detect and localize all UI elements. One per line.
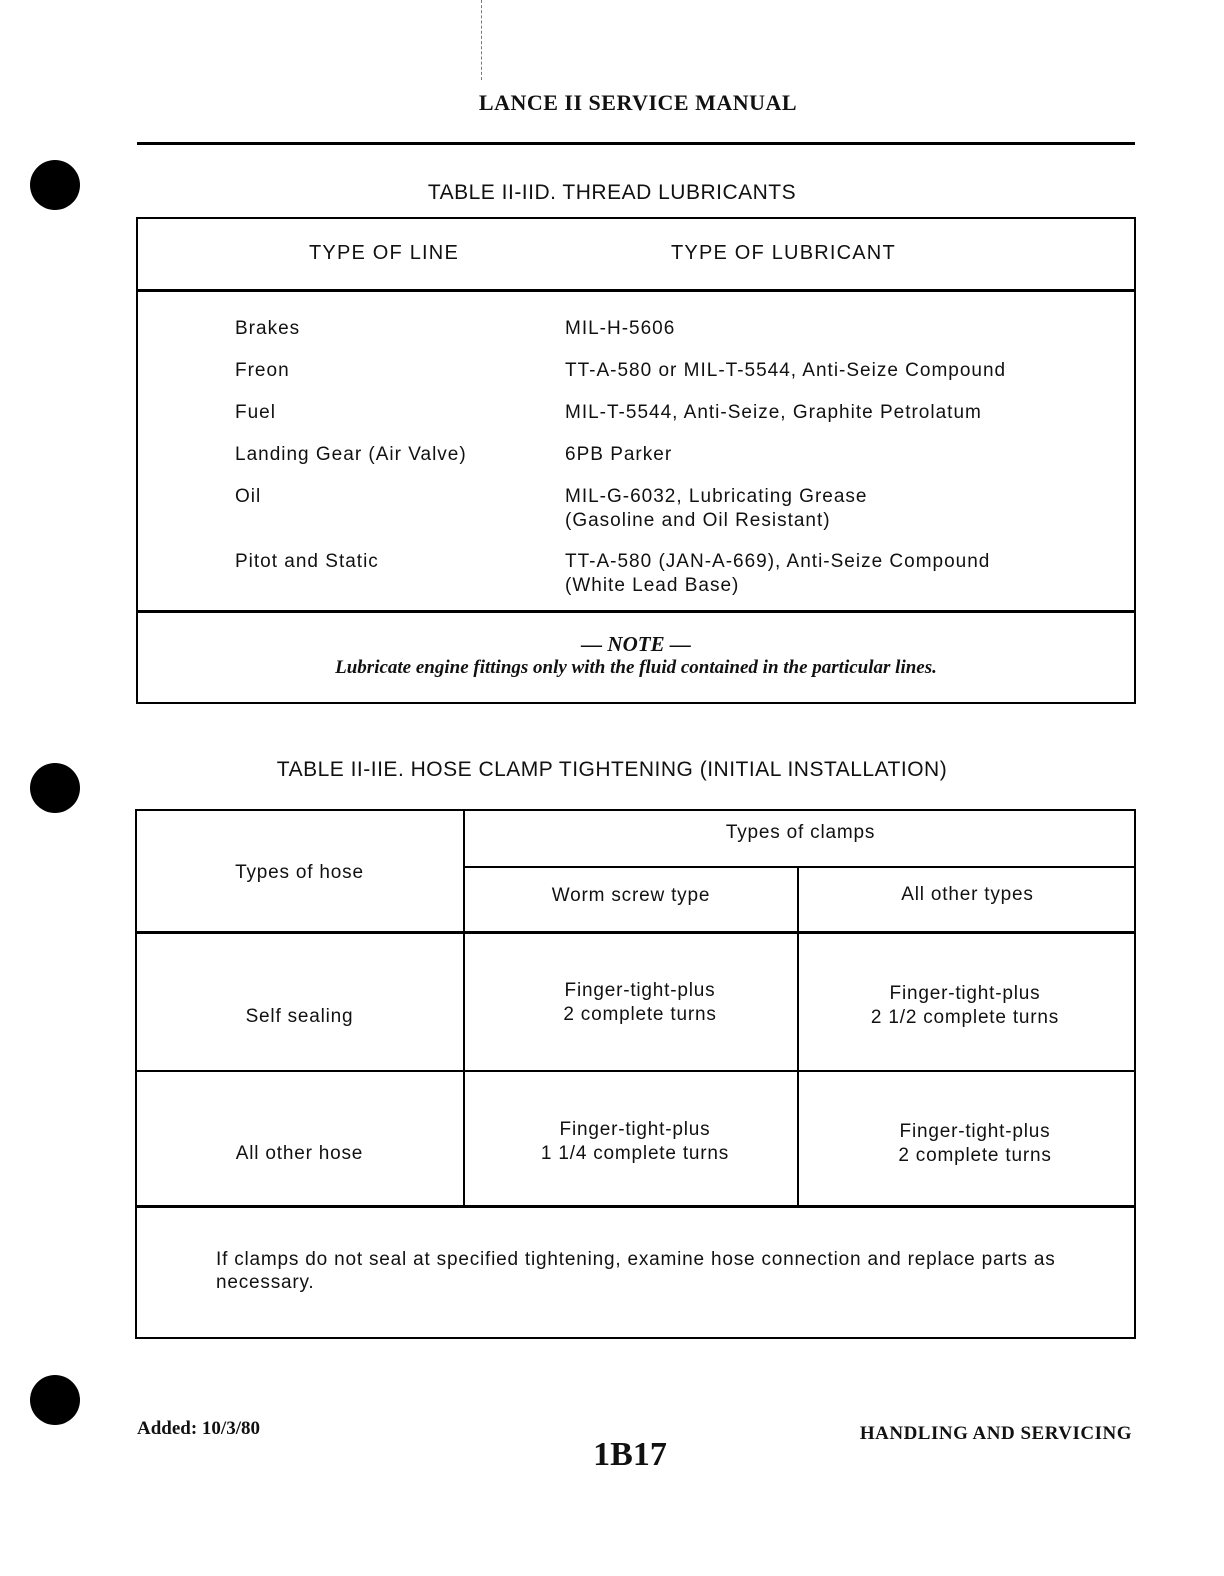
lubricant-note: (Gasoline and Oil Resistant) [565,510,831,531]
manual-title: LANCE II SERVICE MANUAL [478,90,798,115]
worm-screw-value-line1: Finger-tight-plus [559,1119,711,1140]
table-d-title: TABLE II-IID. THREAD LUBRICANTS [427,181,797,204]
table-e-row-divider [135,1070,1136,1072]
other-types-value [810,1120,1140,1168]
note-text: Lubricate engine fittings only with the fluid contained in the particular lines. [335,657,937,678]
line-type: Fuel [235,402,276,423]
hose-type: Self sealing [245,1006,354,1027]
other-types-value [800,982,1130,1030]
lubricant: MIL-G-6032, Lubricating Grease [565,486,868,507]
col-header-type-of-line: TYPE OF LINE [309,242,459,264]
other-types-value-line2: 2 complete turns [898,1145,1052,1166]
lubricant-note: (White Lead Base) [565,575,740,596]
col-header-types-of-hose: Types of hose [235,862,364,883]
worm-screw-value [465,1118,805,1166]
lubricant: MIL-T-5544, Anti-Seize, Graphite Petrolatum [565,402,982,423]
table-e-header-divider [135,931,1136,934]
other-types-value-line1: Finger-tight-plus [899,1121,1051,1142]
other-types-value-line1: Finger-tight-plus [889,983,1041,1004]
note-heading: — NOTE — [581,632,691,656]
lubricant: TT-A-580 or MIL-T-5544, Anti-Seize Compound [565,360,1007,381]
line-type: Pitot and Static [235,551,379,572]
binder-hole-bottom [30,1375,80,1425]
added-date: Added: 10/3/80 [137,1418,260,1439]
table-d-header-divider [136,289,1136,292]
lubricant: MIL-H-5606 [565,318,676,339]
table-e-footnote-divider [135,1205,1136,1208]
line-type: Freon [235,360,290,381]
hose-type: All other hose [235,1143,364,1164]
col-header-all-other-types: All other types [901,884,1034,905]
table-e-title: TABLE II-IIE. HOSE CLAMP TIGHTENING (INITIAL INSTALLATION) [276,758,948,781]
line-type: Landing Gear (Air Valve) [235,444,467,465]
worm-screw-value-line1: Finger-tight-plus [564,980,716,1001]
worm-screw-value [465,979,815,1027]
header-rule [137,142,1135,145]
worm-screw-value-line2: 1 1/4 complete turns [540,1143,730,1164]
table-e-footnote-line1: If clamps do not seal at specified tightening, examine hose connection and replace parts as [216,1249,1056,1270]
table-e-footnote-line2: necessary. [216,1272,315,1293]
table-e-subheader-divider [463,866,1136,868]
line-type: Oil [235,486,262,507]
section-title: HANDLING AND SERVICING [859,1423,1132,1444]
other-types-value-line2: 2 1/2 complete turns [870,1007,1060,1028]
page-number: 1B17 [593,1436,667,1473]
col-header-types-of-clamps: Types of clamps [725,822,876,843]
table-d-note-divider [136,610,1136,613]
worm-screw-value-line2: 2 complete turns [563,1004,717,1025]
col-header-worm-screw: Worm screw type [551,885,711,906]
lubricant: 6PB Parker [565,444,673,465]
col-header-type-of-lubricant: TYPE OF LUBRICANT [671,242,896,264]
scan-margin-mark [481,0,483,80]
lubricant: TT-A-580 (JAN-A-669), Anti-Seize Compound [565,551,991,572]
line-type: Brakes [235,318,301,339]
